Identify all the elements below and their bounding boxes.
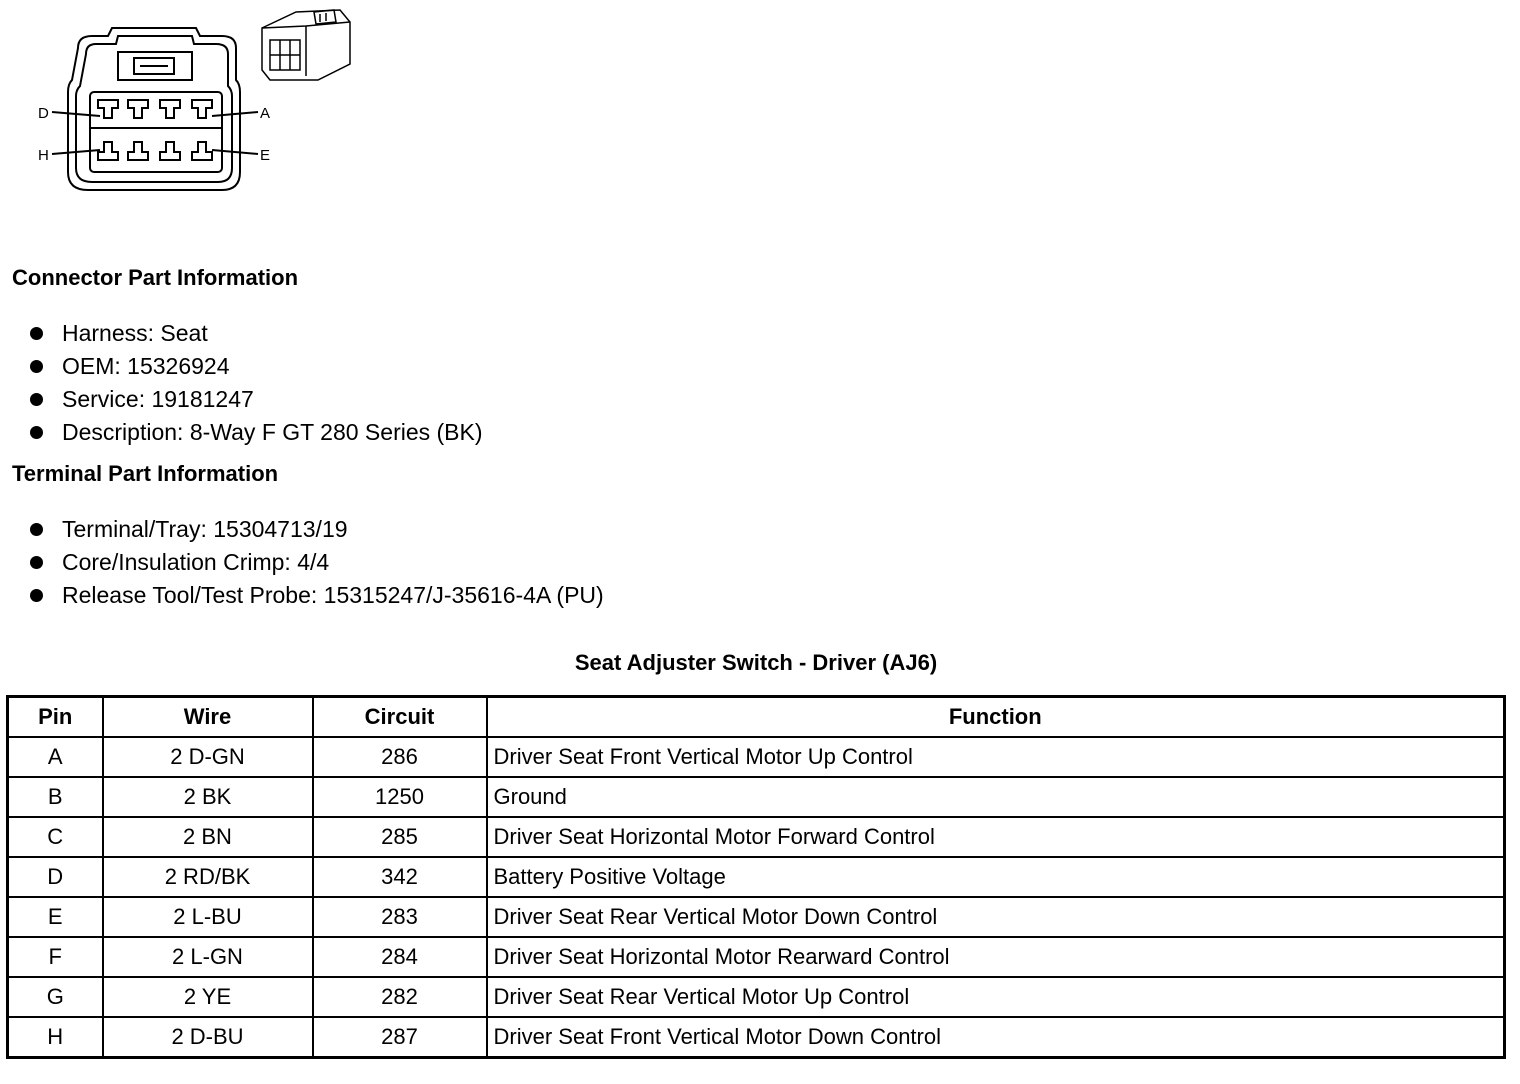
- cell-pin: G: [8, 977, 103, 1017]
- table-row: [8, 857, 1505, 897]
- list-item: Service: 19181247: [28, 383, 483, 416]
- cell-function: Driver Seat Rear Vertical Motor Up Control: [487, 977, 1505, 1017]
- cell-pin: E: [8, 897, 103, 937]
- table-title: Seat Adjuster Switch - Driver (AJ6): [574, 650, 938, 675]
- cell-pin: D: [8, 857, 103, 897]
- cell-wire: 2 D-GN: [103, 737, 313, 777]
- table-row: [8, 777, 1505, 817]
- cell-function: Driver Seat Front Vertical Motor Down Control: [487, 1017, 1505, 1058]
- list-item: OEM: 15326924: [28, 350, 483, 383]
- cell-wire: 2 RD/BK: [103, 857, 313, 897]
- pin-label-a: A: [260, 105, 271, 122]
- cell-circuit: 285: [313, 817, 487, 857]
- table-header-row: [8, 697, 1505, 738]
- list-item: Release Tool/Test Probe: 15315247/J-35616-4A (PU): [28, 579, 604, 612]
- list-item: Description: 8-Way F GT 280 Series (BK): [28, 416, 483, 449]
- connector-info-list: [28, 317, 483, 449]
- table-row: [8, 937, 1505, 977]
- pin-label-d: D: [38, 105, 49, 122]
- cell-function: Ground: [487, 777, 1505, 817]
- cell-wire: 2 YE: [103, 977, 313, 1017]
- cell-function: Driver Seat Rear Vertical Motor Down Control: [487, 897, 1505, 937]
- cell-circuit: 283: [313, 897, 487, 937]
- table-row: [8, 817, 1505, 857]
- cell-pin: C: [8, 817, 103, 857]
- header-function: Function: [487, 697, 1505, 738]
- cell-circuit: 342: [313, 857, 487, 897]
- list-item: Harness: Seat: [28, 317, 483, 350]
- cell-function: Driver Seat Horizontal Motor Forward Control: [487, 817, 1505, 857]
- cell-wire: 2 L-GN: [103, 937, 313, 977]
- cell-circuit: 284: [313, 937, 487, 977]
- table-row: [8, 1017, 1505, 1058]
- table-row: [8, 737, 1505, 777]
- cell-function: Battery Positive Voltage: [487, 857, 1505, 897]
- cell-circuit: 282: [313, 977, 487, 1017]
- cell-circuit: 287: [313, 1017, 487, 1058]
- connector-thumbnail: [262, 10, 350, 80]
- cell-wire: 2 BN: [103, 817, 313, 857]
- cell-function: Driver Seat Horizontal Motor Rearward Control: [487, 937, 1505, 977]
- table-row: [8, 897, 1505, 937]
- cell-pin: H: [8, 1017, 103, 1058]
- cell-pin: A: [8, 737, 103, 777]
- cell-pin: B: [8, 777, 103, 817]
- cell-pin: F: [8, 937, 103, 977]
- pinout-table: [6, 695, 1506, 1059]
- cell-wire: 2 L-BU: [103, 897, 313, 937]
- terminal-info-list: [28, 513, 604, 612]
- cell-wire: 2 BK: [103, 777, 313, 817]
- pin-label-h: H: [38, 147, 49, 164]
- header-pin: Pin: [8, 697, 103, 738]
- connector-diagram: [0, 0, 380, 200]
- cell-circuit: 1250: [313, 777, 487, 817]
- connector-info-title: Connector Part Information: [12, 265, 299, 290]
- list-item: Core/Insulation Crimp: 4/4: [28, 546, 604, 579]
- cell-function: Driver Seat Front Vertical Motor Up Control: [487, 737, 1505, 777]
- terminal-info-title: Terminal Part Information: [12, 461, 279, 486]
- cell-wire: 2 D-BU: [103, 1017, 313, 1058]
- header-circuit: Circuit: [313, 697, 487, 738]
- cell-circuit: 286: [313, 737, 487, 777]
- table-row: [8, 977, 1505, 1017]
- list-item: Terminal/Tray: 15304713/19: [28, 513, 604, 546]
- header-wire: Wire: [103, 697, 313, 738]
- pin-label-e: E: [260, 147, 271, 164]
